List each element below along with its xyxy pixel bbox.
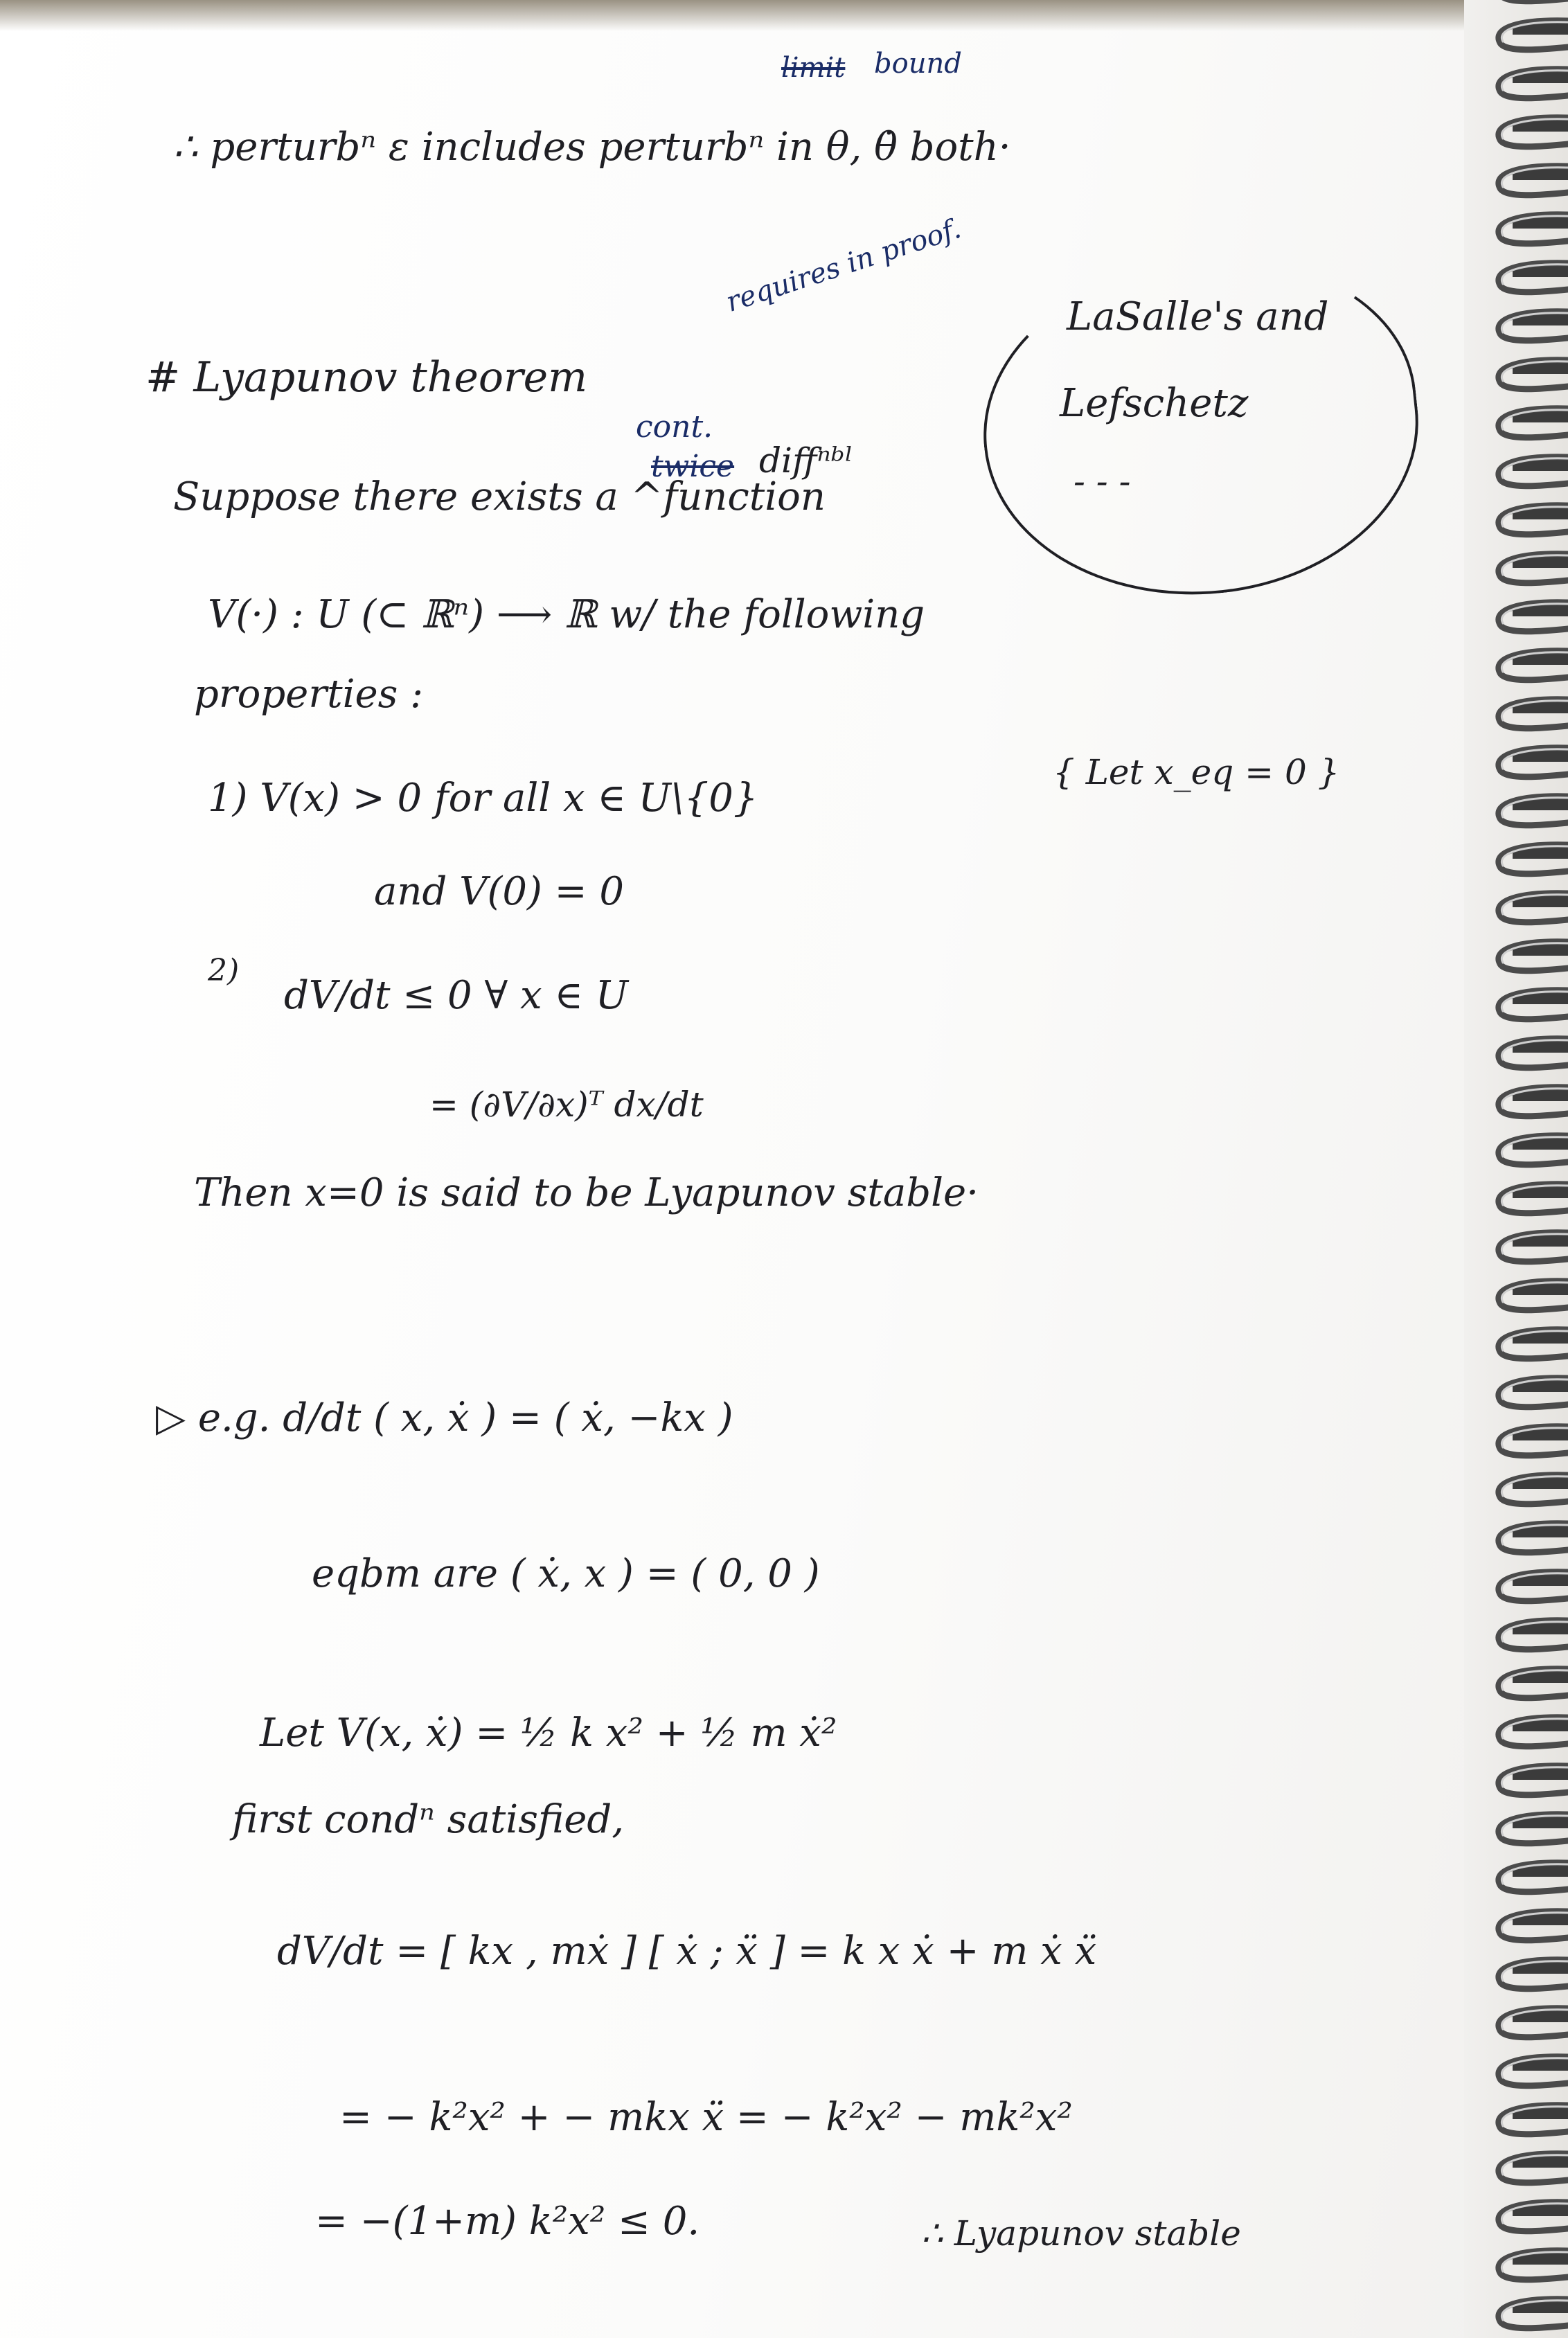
example-line: ▷ e.g. d/dt ( x, ẋ ) = ( ẋ, −kx ) <box>156 1395 733 1440</box>
side-note-lefschetz: Lefschetz <box>1060 381 1249 426</box>
spiral-coils <box>1464 0 1568 2338</box>
mapping-line: V(·) : U (⊂ ℝⁿ) ⟶ ℝ w/ the following <box>208 592 925 637</box>
theorem-heading: # Lyapunov theorem <box>145 353 588 402</box>
perturbation-line: ∴ perturbⁿ ε includes perturbⁿ in θ, θ̇ both· <box>173 125 1011 170</box>
condition-1-continued: and V(0) = 0 <box>374 869 625 914</box>
condition-1: 1) V(x) > 0 for all x ∈ U\{0} <box>208 776 758 821</box>
struck-word-limit: limit <box>781 52 846 84</box>
condition-2-number: 2) <box>208 953 240 988</box>
side-note-ellipsis: - - - <box>1073 461 1131 501</box>
condition-2: dV/dt ≤ 0 ∀ x ∈ U <box>284 973 628 1018</box>
suppose-line: Suppose there exists a ^function <box>173 474 826 519</box>
expansion-line-1: = − k²x² + − mkx ẍ = − k²x² − mk²x² <box>339 2095 1073 2140</box>
annotation-diffable: diffⁿᵇˡ <box>759 440 853 481</box>
expansion-line-2: = −(1+m) k²x² ≤ 0. <box>315 2199 700 2244</box>
condition-2-expansion: = (∂V/∂x)ᵀ dx/dt <box>429 1085 704 1125</box>
side-note-lasalle: LaSalle's and <box>1067 294 1329 339</box>
properties-label: properties : <box>194 672 424 717</box>
lyapunov-stable-conclusion: ∴ Lyapunov stable <box>921 2213 1241 2254</box>
condition-1-side-note: { Let x_eq = 0 } <box>1053 752 1340 792</box>
equilibrium-line: eqbm are ( ẋ, x ) = ( 0, 0 ) <box>312 1551 820 1596</box>
derivative-line: dV/dt = [ kx , mẋ ] [ ẋ ; ẍ ] = k x ẋ + m ẋ ẍ <box>277 1929 1097 1974</box>
annotation-bound: bound <box>874 48 962 80</box>
first-condition-line: first condⁿ satisfied, <box>232 1797 625 1842</box>
conclusion-line: Then x=0 is said to be Lyapunov stable· <box>194 1170 979 1215</box>
page-edge-shadow <box>0 0 1568 31</box>
annotation-requires-in-proof: requires in proof. <box>722 212 965 319</box>
lyapunov-function-line: Let V(x, ẋ) = ½ k x² + ½ m ẋ² <box>260 1711 837 1756</box>
struck-word-twice: twice <box>651 449 735 484</box>
annotation-cont: cont. <box>636 409 713 445</box>
